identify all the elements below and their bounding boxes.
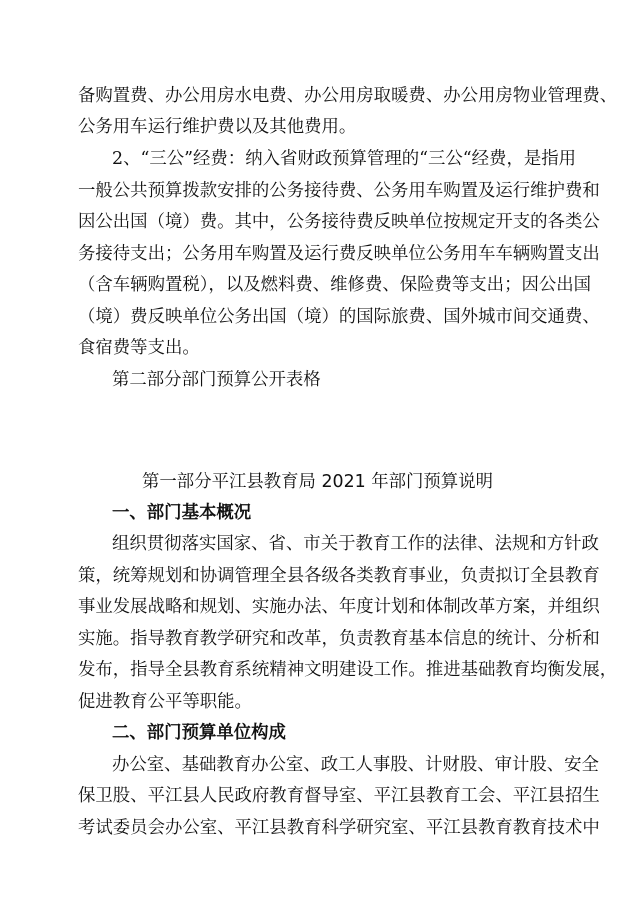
sangong-line-3: 因公出国（境）费。其中，公务接待费反映单位按规定开支的各类公 xyxy=(78,212,600,232)
section-1-heading: 一、部门基本概况 xyxy=(112,503,252,523)
part-two-label: 第二部分部门预算公开表格 xyxy=(112,370,321,390)
sangong-line-4: 务接待支出；公务用车购置及运行费反映单位公务用车车辆购置支出 xyxy=(78,244,600,264)
section-2-line-1: 办公室、基础教育办公室、政工人事股、计财股、审计股、安全 xyxy=(112,755,599,775)
sangong-line-5: （含车辆购置税），以及燃料费、维修费、保险费等支出；因公出国 xyxy=(78,275,592,295)
sangong-line-7: 食宿费等支出。 xyxy=(78,338,200,358)
section-2-heading: 二、部门预算单位构成 xyxy=(112,723,286,743)
sangong-line-2: 一般公共预算拨款安排的公务接待费、公务用车购置及运行维护费和 xyxy=(78,181,600,201)
section-1-line-3: 事业发展战略和规划、实施办法、年度计划和体制改革方案，并组织 xyxy=(78,597,600,617)
section-1-line-5: 发布，指导全县教育系统精神文明建设工作。推进基础教育均衡发展， xyxy=(78,660,618,680)
section-1-line-1: 组织贯彻落实国家、省、市关于教育工作的法律、法规和方针政 xyxy=(112,534,599,554)
sangong-line-6: （境）费反映单位公务出国（境）的国际旅费、国外城市间交通费、 xyxy=(78,307,600,327)
continuation-line-2: 公务用车运行维护费以及其他费用。 xyxy=(78,117,357,137)
part-one-title: 第一部分平江县教育局 2021 年部门预算说明 xyxy=(142,472,493,492)
section-1-line-6: 促进教育公平等职能。 xyxy=(78,692,252,712)
section-1-line-4: 实施。指导教育教学研究和改革，负责教育基本信息的统计、分析和 xyxy=(78,629,600,649)
sangong-line-1: 2、“三公”经费：纳入省财政预算管理的“三公“经费，是指用 xyxy=(112,149,577,169)
section-2-line-3: 考试委员会办公室、平江县教育科学研究室、平江县教育教育技术中 xyxy=(78,818,600,838)
section-1-line-2: 策，统筹规划和协调管理全县各级各类教育事业，负责拟订全县教育 xyxy=(78,566,600,586)
section-2-line-2: 保卫股、平江县人民政府教育督导室、平江县教育工会、平江县招生 xyxy=(78,786,600,806)
continuation-line-1: 备购置费、办公用房水电费、办公用房取暖费、办公用房物业管理费、 xyxy=(78,86,618,106)
